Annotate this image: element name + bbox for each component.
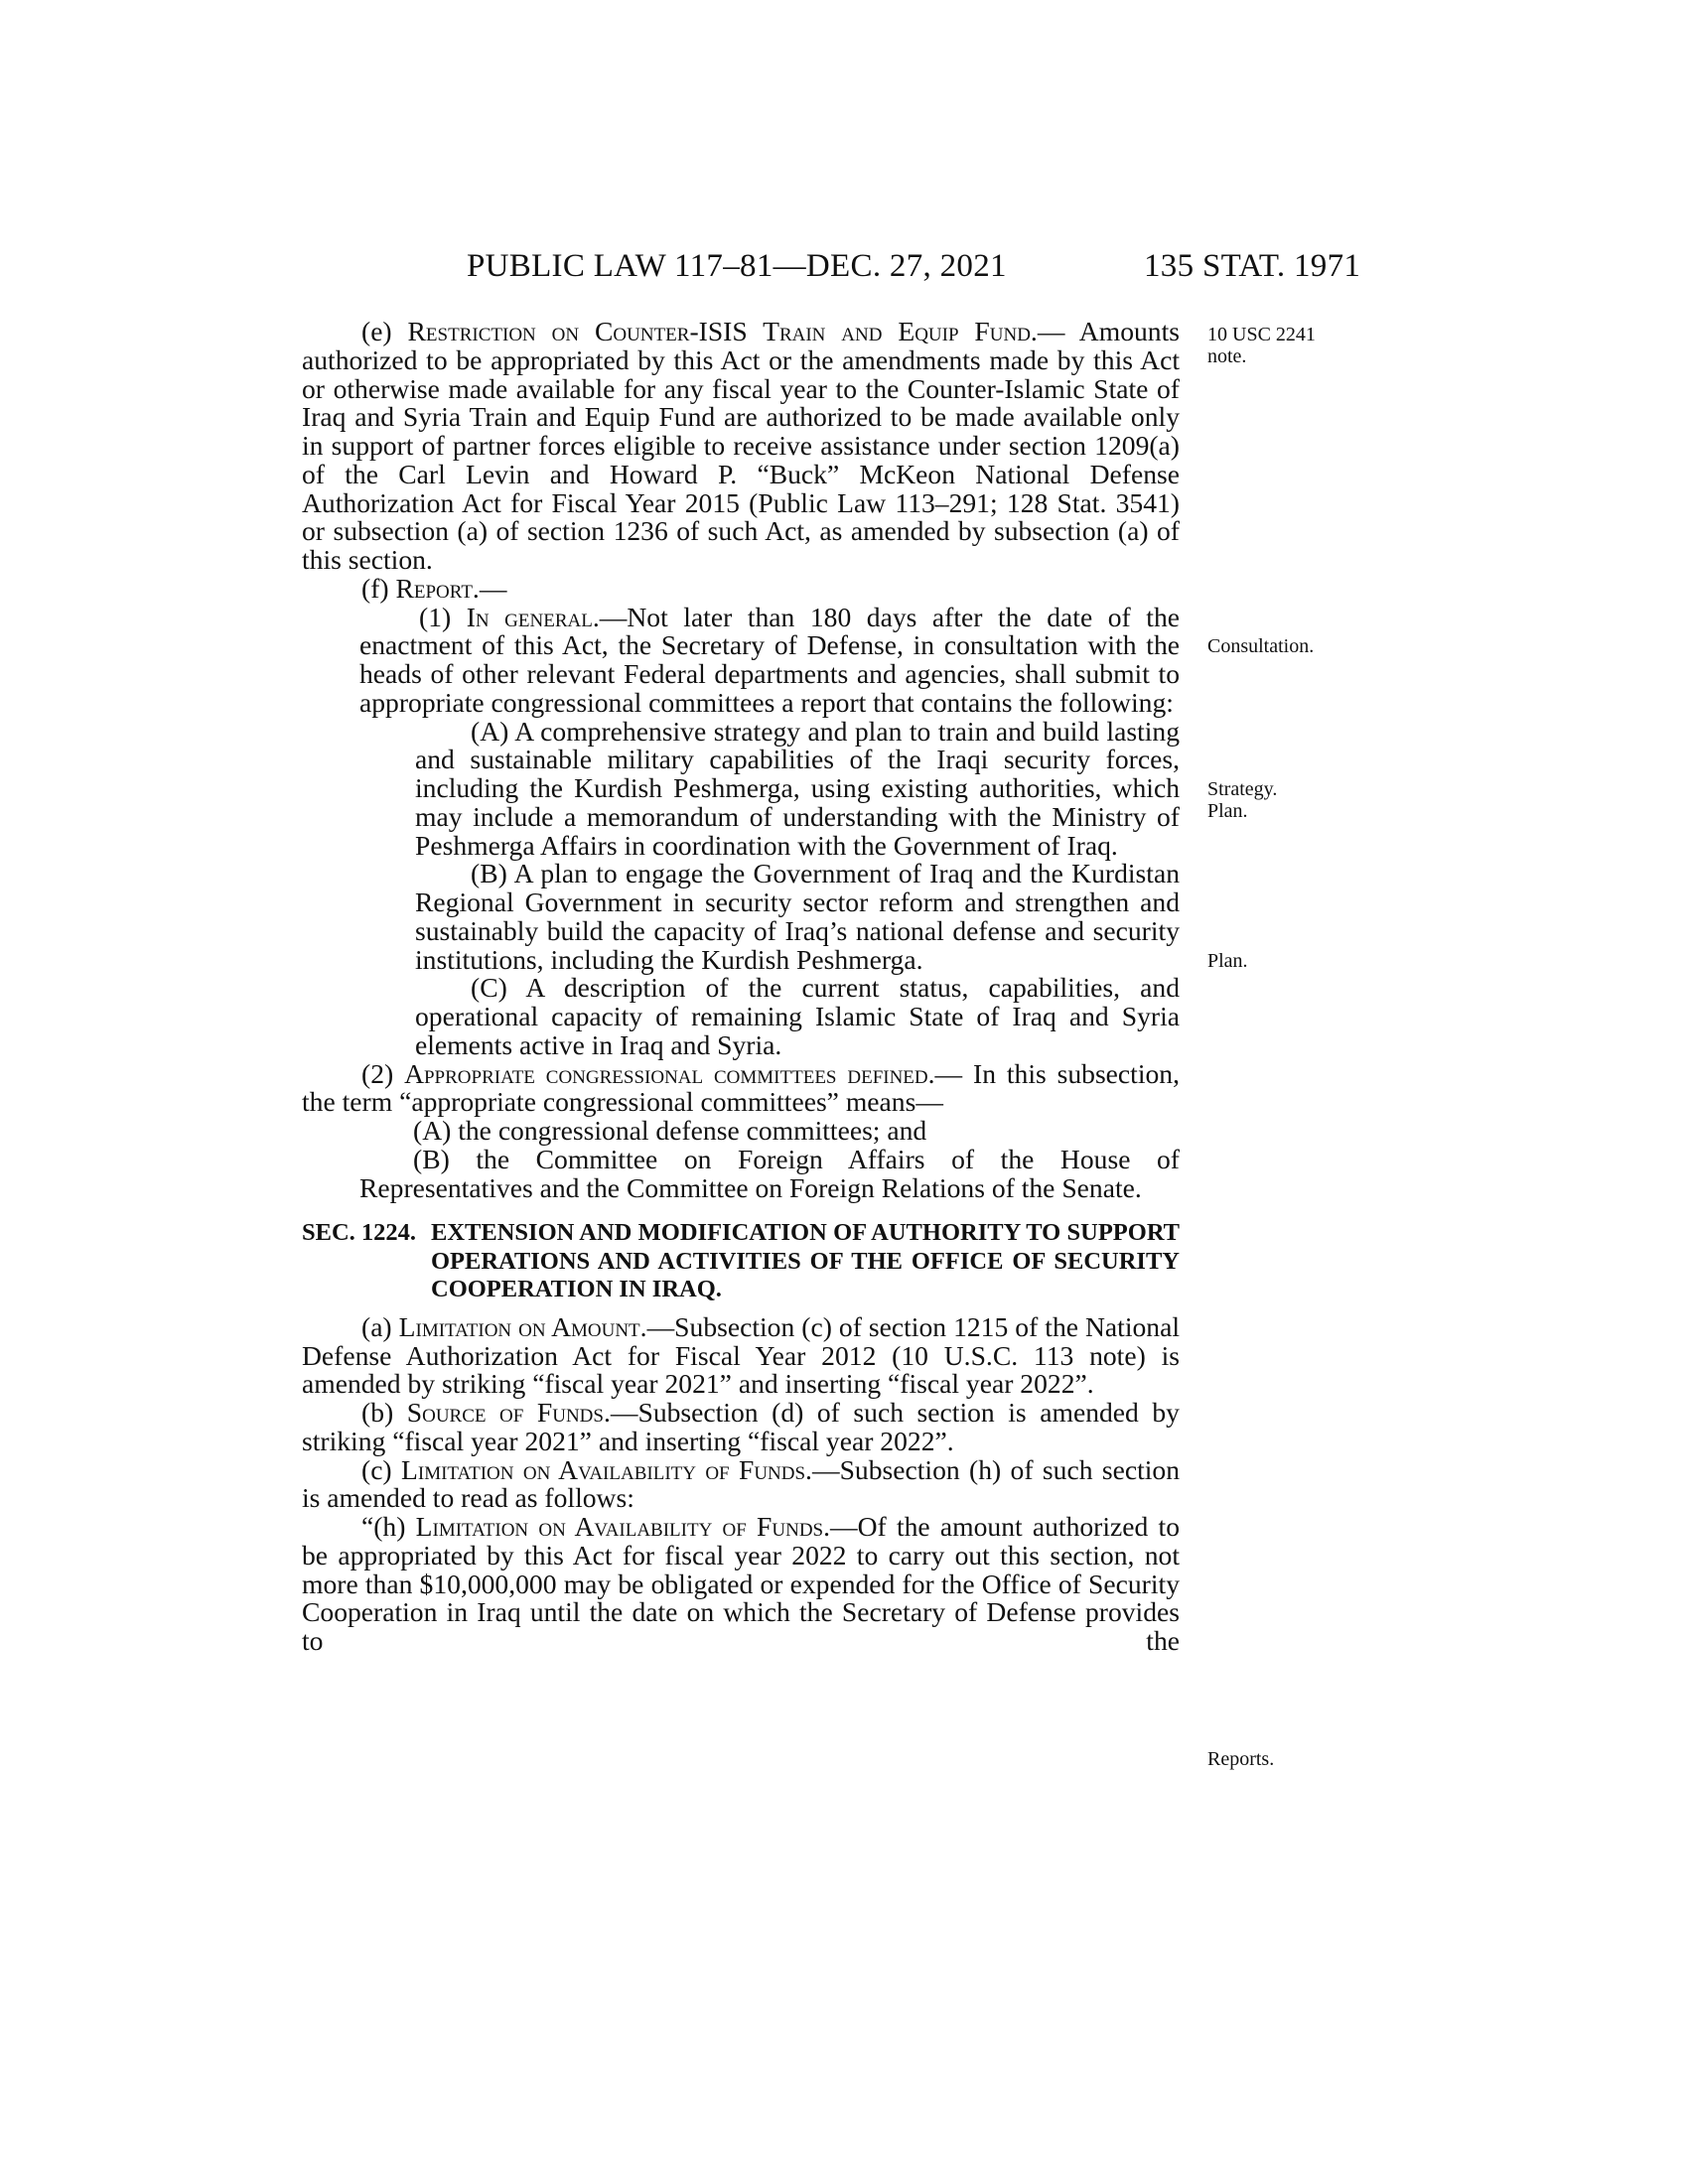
subsection-e-text: Amounts authorized to be appropriated by this Act or the amendments made by this Act or otherwise made available for any fiscal year to the Counter-Islamic State of Iraq and Syria Train and Equip Fund are authorized to be made available only in support of partner forces eligible to receive assistance under section 1209(a) of the Carl Levin and Howard P. “Buck” McKeon National Defense Authorization Act for Fiscal Year 2015 (Public Law 113–291; 128 Stat. 3541) or subsection (a) of section 1236 of such Act, as amended by subsection (a) of this section. xyxy=(302,316,1180,575)
section-1224-heading xyxy=(302,1219,1180,1304)
section-1224-b-label: (b) xyxy=(361,1397,394,1428)
section-1224-b xyxy=(302,1399,1180,1456)
subparagraph-f-2-A: (A) the congressional defense committees; and xyxy=(413,1115,927,1146)
paragraph-f-1-text: Not later than 180 days after the date of the enactment of this Act, the Secretary of Defense, in consultation with the heads of other relevant Federal departments and agencies, shall submit to appropriate congressional committees a report that contains the following: xyxy=(359,601,1180,718)
subsection-e-label: (e) xyxy=(361,316,392,346)
section-1224-c xyxy=(302,1453,1181,1514)
paragraph-f-1-heading: In general.— xyxy=(466,601,628,632)
running-header-left: PUBLIC LAW 117–81—DEC. 27, 2021 xyxy=(467,248,1007,284)
section-1224-c-heading: Limitation on Availability of Funds.— xyxy=(401,1453,840,1485)
section-title: EXTENSION AND MODIFICATION OF AUTHORITY TO SUPPORT OPERATIONS AND ACTIVITIES OF THE OFFICE OF SECURITY COOPERATION IN IRAQ. xyxy=(431,1219,1180,1303)
section-number: SEC. 1224. xyxy=(302,1219,417,1247)
quoted-subsection-h-text: Of the amount authorized to be appropriated by this Act for fiscal year 2022 to carry out this section, not more than $10,000,000 may be obligated or expended for the Office of Security Cooperation in Iraq until the date on which the Secretary of Defense provides to the xyxy=(302,1511,1180,1656)
statute-body xyxy=(302,318,1180,1656)
section-1224-a xyxy=(302,1310,1181,1400)
section-1224-b-heading: Source of Funds.— xyxy=(406,1397,638,1428)
subsection-f-label: (f) xyxy=(361,572,389,604)
quoted-subsection-h xyxy=(302,1513,1180,1656)
paragraph-f-2-heading: Appropriate congressional committees defined.— xyxy=(404,1057,963,1089)
section-1224-c-label: (c) xyxy=(361,1453,392,1485)
subparagraph-f-2-B: (B) the Committee on Foreign Affairs of the House of Representatives and the Committee on Foreign Relations of the Senate. xyxy=(359,1143,1180,1203)
section-1224-c-text: Subsection (h) of such section is amended to read as follows: xyxy=(302,1453,1181,1514)
quoted-subsection-h-label: “(h) xyxy=(361,1511,406,1542)
section-1224-b-text: Subsection (d) of such section is amended by striking “fiscal year 2021” and inserting “fiscal year 2022”. xyxy=(302,1397,1180,1456)
section-1224-a-text: Subsection (c) of section 1215 of the National Defense Authorization Act for Fiscal Year 2012 (10 U.S.C. 113 note) is amended by striking “fiscal year 2021” and inserting “fiscal year 2022”. xyxy=(302,1310,1181,1400)
margin-note-consultation: Consultation. xyxy=(1207,635,1315,657)
margin-note-strategy-plan: Strategy. Plan. xyxy=(1207,778,1278,822)
subparagraph-f-1-B: (B) A plan to engage the Government of Iraq and the Kurdistan Regional Government in security sector reform and strengthen and sustainably build the capacity of Iraq’s national defense and security institutions, including the Kurdish Peshmerga. xyxy=(415,858,1180,975)
section-1224-a-label: (a) xyxy=(361,1310,392,1342)
running-header-page: 135 STAT. 1971 xyxy=(1144,248,1361,284)
paragraph-f-1 xyxy=(359,601,1180,718)
subsection-f-heading: Report.— xyxy=(395,572,507,604)
margin-note-usc: 10 USC 2241 note. xyxy=(1207,324,1316,367)
margin-note-plan: Plan. xyxy=(1207,950,1248,972)
subparagraph-f-1-C: (C) A description of the current status, capabilities, and operational capacity of remaining Islamic State of Iraq and Syria elements active in Iraq and Syria. xyxy=(415,972,1180,1060)
section-1224-a-heading: Limitation on Amount.— xyxy=(398,1310,675,1342)
subsection-e-heading: Restriction on Counter-ISIS Train and Equip Fund.— xyxy=(407,316,1065,346)
paragraph-f-1-label: (1) xyxy=(419,601,452,632)
quoted-subsection-h-heading: Limitation on Availability of Funds.— xyxy=(415,1511,858,1542)
paragraph-f-2-text: In this subsection, the term “appropriate congressional committees” means— xyxy=(302,1057,1180,1118)
subsection-f xyxy=(302,572,1180,604)
subparagraph-f-1-A: (A) A comprehensive strategy and plan to train and build lasting and sustainable military capabilities of the Iraqi security forces, including the Kurdish Peshmerga, using existing authorities, which may include a memorandum of understanding with the Ministry of Peshmerga Affairs in coordination with the Government of Iraq. xyxy=(415,715,1180,861)
margin-note-reports: Reports. xyxy=(1207,1748,1275,1770)
subsection-e xyxy=(302,318,1180,575)
paragraph-f-2 xyxy=(302,1057,1180,1118)
paragraph-f-2-label: (2) xyxy=(361,1057,394,1089)
